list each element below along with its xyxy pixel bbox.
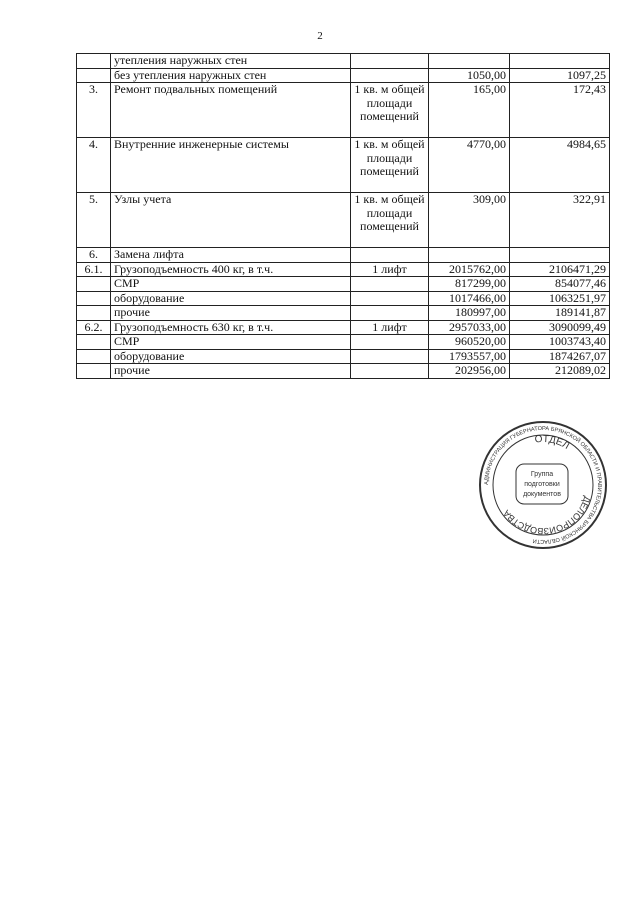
row-value-2: 1874267,07 [510, 349, 610, 364]
row-unit [351, 277, 429, 292]
row-number [77, 54, 111, 69]
row-unit [351, 291, 429, 306]
row-number: 6.2. [77, 320, 111, 335]
row-unit [351, 54, 429, 69]
table-row [77, 291, 610, 306]
stamp-dept-line1: ОТДЕЛ [534, 433, 572, 452]
row-unit: 1 кв. м общей площади помещений [351, 83, 429, 138]
row-number [77, 335, 111, 350]
row-name: прочие [111, 364, 351, 379]
row-value-1: 1017466,00 [429, 291, 510, 306]
stamp-dept-line2: ДЕЛОПРОИЗВОДСТВА [501, 495, 593, 537]
row-name: Ремонт подвальных помещений [111, 83, 351, 138]
row-value-1: 1050,00 [429, 68, 510, 83]
row-name: Узлы учета [111, 193, 351, 248]
table-row [77, 262, 610, 277]
table-row [77, 248, 610, 263]
row-name: Грузоподъемность 400 кг, в т.ч. [111, 262, 351, 277]
row-name: без утепления наружных стен [111, 68, 351, 83]
row-value-1: 165,00 [429, 83, 510, 138]
table-row [77, 68, 610, 83]
row-unit [351, 335, 429, 350]
stamp-center-line3: документов [523, 491, 561, 498]
row-value-1: 2957033,00 [429, 320, 510, 335]
row-unit [351, 364, 429, 379]
row-unit: 1 лифт [351, 320, 429, 335]
table-row [77, 320, 610, 335]
row-name: оборудование [111, 349, 351, 364]
row-number: 4. [77, 138, 111, 193]
row-number [77, 291, 111, 306]
row-number [77, 364, 111, 379]
row-value-2: 854077,46 [510, 277, 610, 292]
row-value-2: 212089,02 [510, 364, 610, 379]
row-number [77, 349, 111, 364]
row-name: Грузоподъемность 630 кг, в т.ч. [111, 320, 351, 335]
row-name: оборудование [111, 291, 351, 306]
row-number [77, 306, 111, 321]
row-unit: 1 кв. м общей площади помещений [351, 138, 429, 193]
row-unit [351, 349, 429, 364]
row-value-2: 322,91 [510, 193, 610, 248]
row-number: 5. [77, 193, 111, 248]
row-value-2: 1063251,97 [510, 291, 610, 306]
row-name: СМР [111, 335, 351, 350]
row-value-2: 1003743,40 [510, 335, 610, 350]
row-value-1: 1793557,00 [429, 349, 510, 364]
row-value-1: 4770,00 [429, 138, 510, 193]
row-number: 3. [77, 83, 111, 138]
row-value-1: 2015762,00 [429, 262, 510, 277]
table-row [77, 138, 610, 193]
row-number [77, 277, 111, 292]
row-value-1 [429, 54, 510, 69]
row-number: 6.1. [77, 262, 111, 277]
row-value-1: 309,00 [429, 193, 510, 248]
row-name: Замена лифта [111, 248, 351, 263]
row-value-1: 202956,00 [429, 364, 510, 379]
row-value-2 [510, 248, 610, 263]
table-row [77, 54, 610, 69]
row-number: 6. [77, 248, 111, 263]
stamp-center-line2: подготовки [524, 481, 560, 488]
row-value-1: 960520,00 [429, 335, 510, 350]
table-row [77, 277, 610, 292]
row-value-1: 817299,00 [429, 277, 510, 292]
stamp-outer-text: АДМИНИСТРАЦИЯ ГУБЕРНАТОРА БРЯНСКОЙ ОБЛАСТИ И ПРАВИТЕЛЬСТВА БРЯНСКОЙ ОБЛАСТИ [483, 425, 603, 545]
rates-table [76, 53, 610, 379]
official-stamp [478, 420, 608, 550]
row-unit: 1 лифт [351, 262, 429, 277]
row-name: утепления наружных стен [111, 54, 351, 69]
row-value-2: 3090099,49 [510, 320, 610, 335]
row-value-1: 180997,00 [429, 306, 510, 321]
row-number [77, 68, 111, 83]
row-value-2: 189141,87 [510, 306, 610, 321]
row-value-2 [510, 54, 610, 69]
row-unit [351, 306, 429, 321]
row-name: Внутренние инженерные системы [111, 138, 351, 193]
row-value-2: 172,43 [510, 83, 610, 138]
row-unit [351, 248, 429, 263]
stamp-center-line1: Группа [530, 471, 554, 478]
page-number: 2 [317, 30, 323, 42]
row-value-2: 1097,25 [510, 68, 610, 83]
row-name: СМР [111, 277, 351, 292]
table-row [77, 349, 610, 364]
row-unit [351, 68, 429, 83]
table-row [77, 193, 610, 248]
row-unit: 1 кв. м общей площади помещений [351, 193, 429, 248]
table-row [77, 364, 610, 379]
row-name: прочие [111, 306, 351, 321]
table-row [77, 83, 610, 138]
row-value-2: 4984,65 [510, 138, 610, 193]
row-value-2: 2106471,29 [510, 262, 610, 277]
row-value-1 [429, 248, 510, 263]
table-row [77, 335, 610, 350]
table-row [77, 306, 610, 321]
